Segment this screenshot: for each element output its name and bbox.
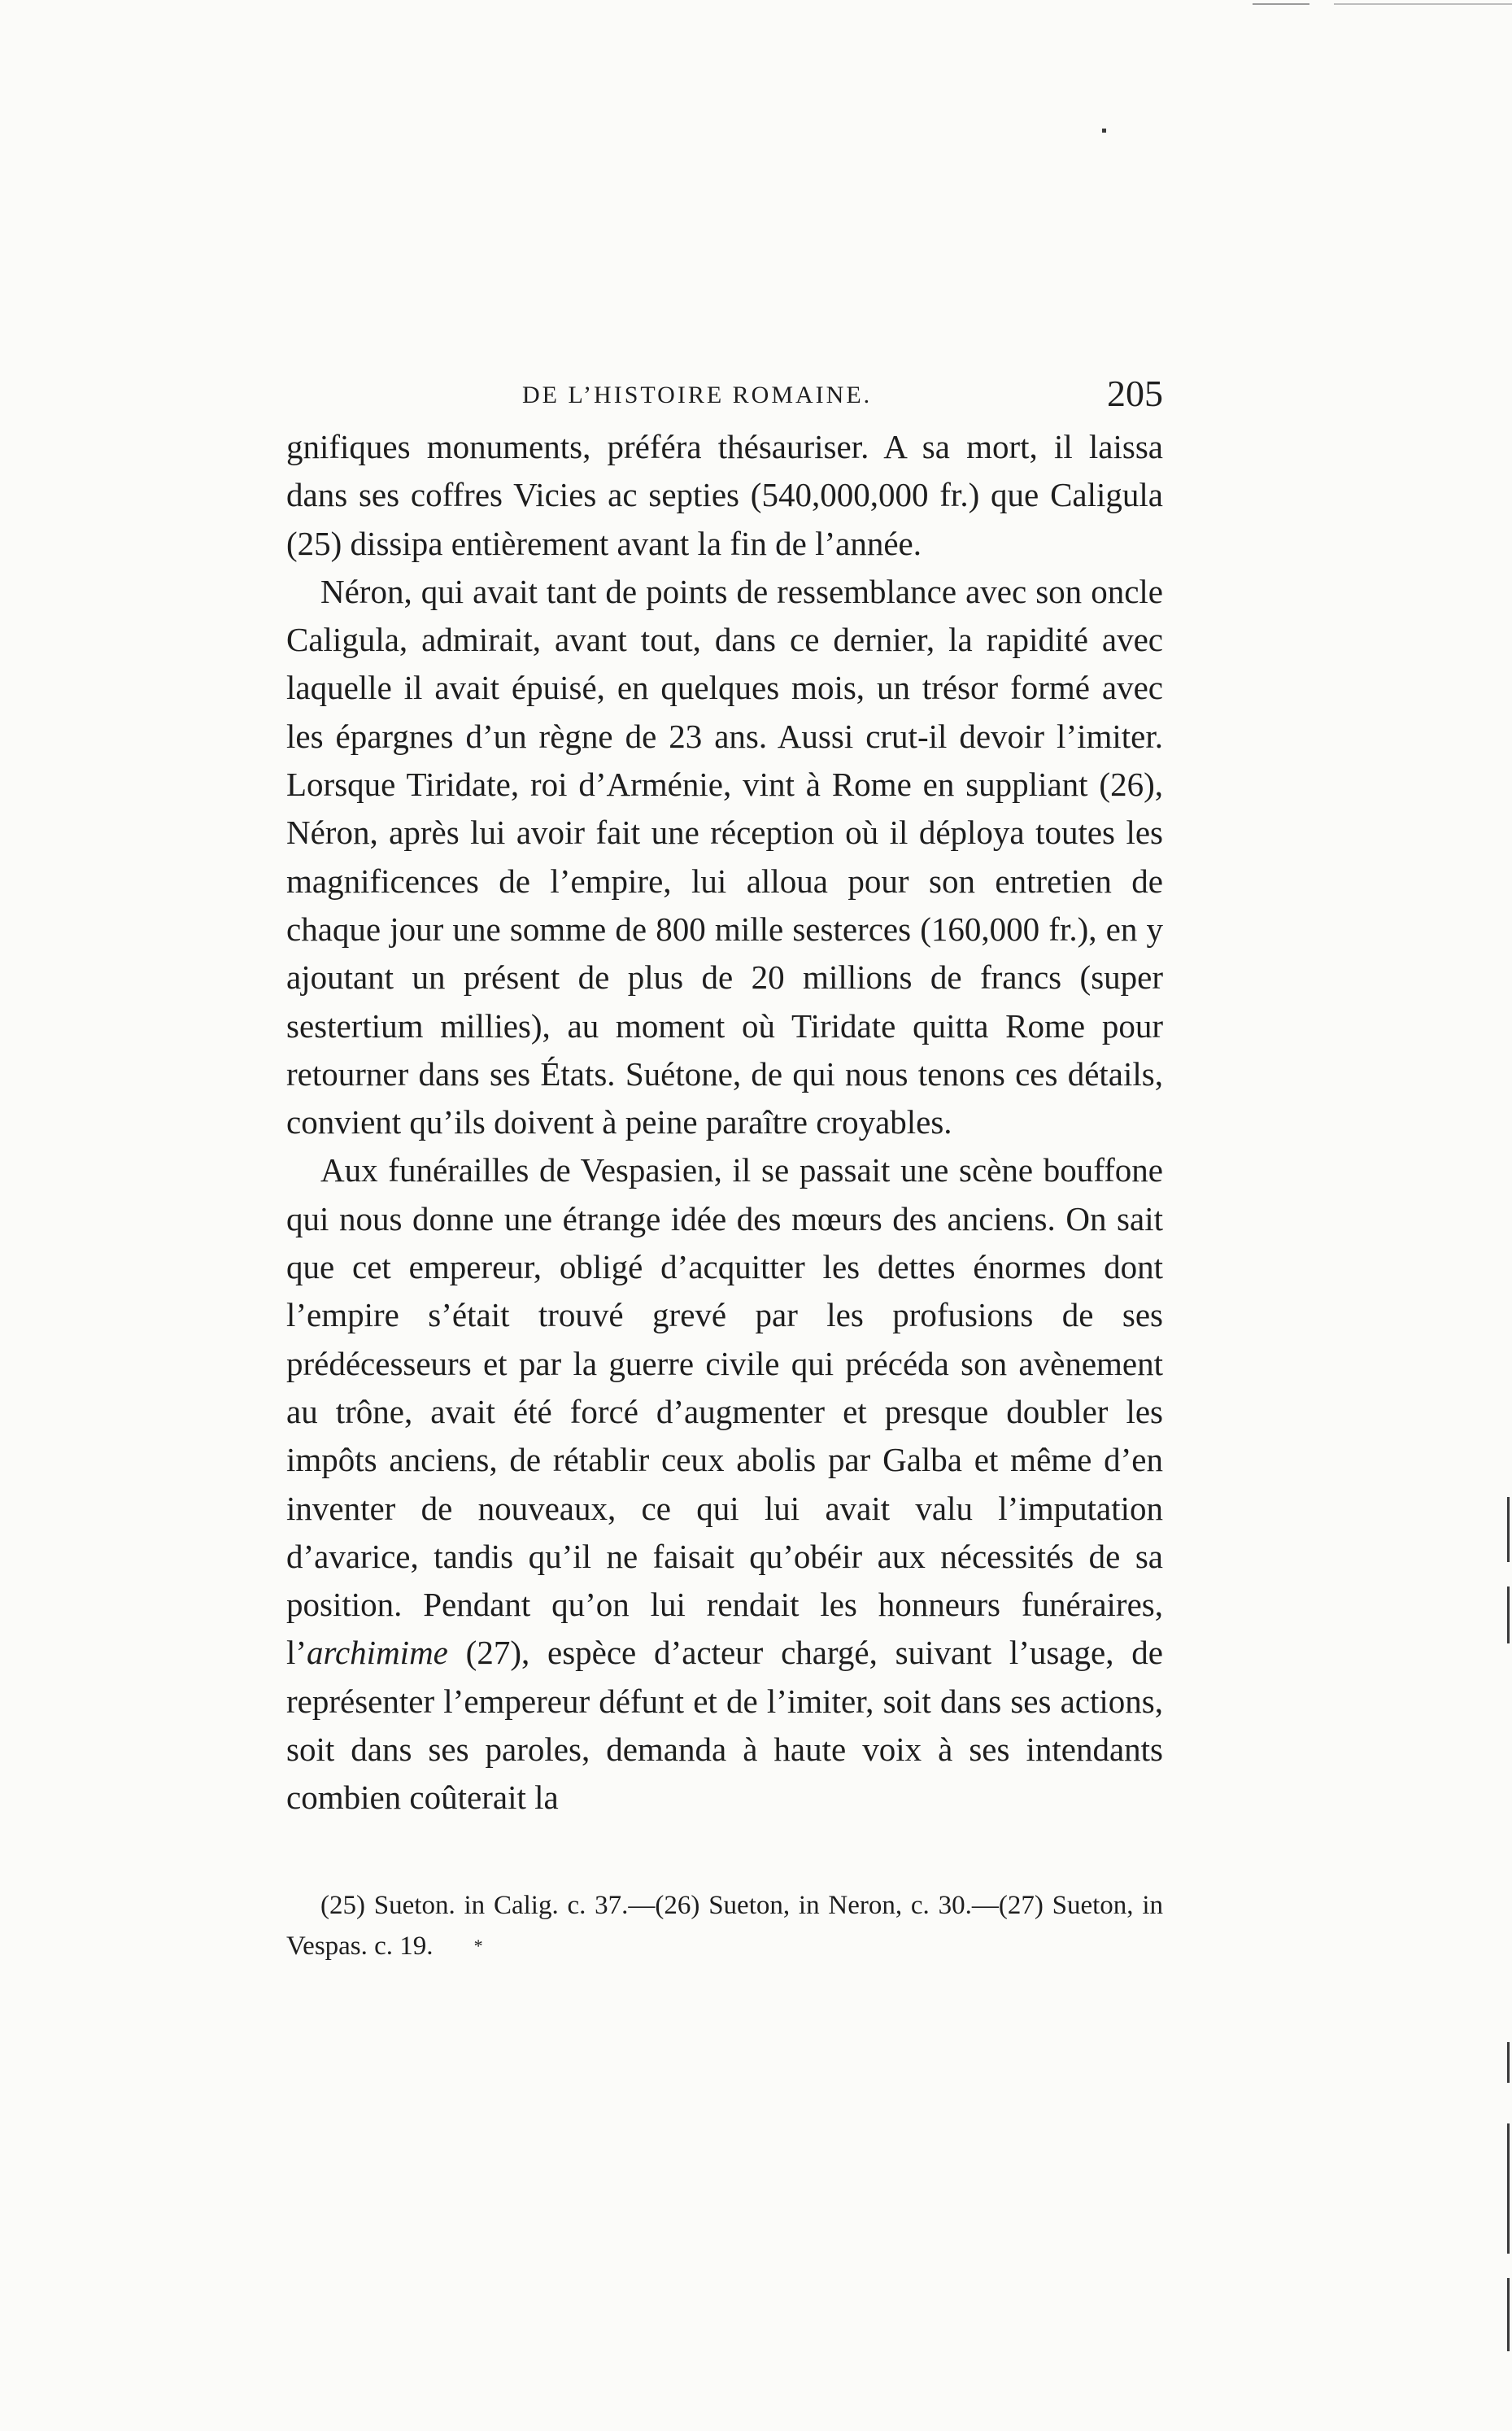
footnote-mark: * (473, 1936, 483, 1956)
scan-edge-line (1507, 2278, 1510, 2351)
running-title: DE L’HISTOIRE ROMAINE. (522, 382, 873, 408)
paragraph (286, 1146, 1163, 1822)
scan-edge-line (1507, 2123, 1510, 2254)
paragraph: Néron, qui avait tant de points de ressemblance avec son oncle Caligula, admirait, avant tout, dans ce dernier, la rapidité avec laquelle il avait épuisé, en quelques mois, un trésor formé avec les épargnes d’un règne de 23 ans. Aussi crut-il devoir l’imiter. Lorsque Tiridate, roi d’Arménie, vint à Rome en suppliant (26), Néron, après lui avoir fait une réception où il déploya toutes les magnificences de l’empire, lui alloua pour son entretien de chaque jour une somme de 800 mille sesterces (160,000 fr.), en y ajoutant un présent de plus de 20 millions de francs (super sestertium millies), au moment où Tiridate quitta Rome pour retourner dans ses États. Suétone, de qui nous tenons ces détails, convient qu’ils doivent à peine paraître croyables. (286, 572, 1163, 1141)
paragraph-text: (27), espèce d’acteur chargé, suivant l’usage, de représenter l’empereur défunt et de l’imiter, soit dans ses actions, soit dans ses paroles, demanda à haute voix à ses intendants combien coûterait la (286, 1634, 1163, 1817)
paragraph: gnifiques monuments, préféra thésauriser. A sa mort, il laissa dans ses coffres Vicies ac septies (540,000,000 fr.) que Caligula (25) dissipa entièrement avant la fin de l’année. (286, 428, 1163, 562)
scan-speck (1102, 129, 1106, 133)
footnote-text (286, 1885, 1163, 1966)
scan-edge-line (1507, 2042, 1510, 2083)
scan-edge-line (1507, 1497, 1510, 1562)
scan-edge-mark (1253, 3, 1309, 5)
main-text (286, 423, 1163, 1822)
page-number: 205 (1107, 373, 1163, 414)
italic-term: archimime (307, 1634, 448, 1672)
paragraph-text: Aux funérailles de Vespasien, il se passait une scène bouffone qui nous donne une étrange idée des mœurs des anciens. On sait que cet empereur, obligé d’acquitter les dettes énormes dont l’empire s’était trouvé grevé par les profusions de ses prédécesseurs et par la guerre civile qui précéda son avènement au trône, avait été forcé d’augmenter et presque doubler les impôts anciens, de rétablir ceux abolis par Galba et même d’en inventer de nouveaux, ce qui lui avait valu l’imputation d’avarice, tandis qu’il ne faisait qu’obéir aux nécessités de sa position. Pendant qu’on lui rendait les honneurs funéraires, l’ (286, 1151, 1163, 1672)
scan-edge-line (1507, 1586, 1510, 1643)
footnote-references: (25) Sueton. in Calig. c. 37.—(26) Sueton, in Neron, c. 30.—(27) Sueton, in Vespas. c. 19. (286, 1891, 1163, 1961)
running-header (286, 370, 1163, 419)
footnotes (286, 1885, 1163, 1966)
scan-edge-mark (1334, 3, 1512, 5)
